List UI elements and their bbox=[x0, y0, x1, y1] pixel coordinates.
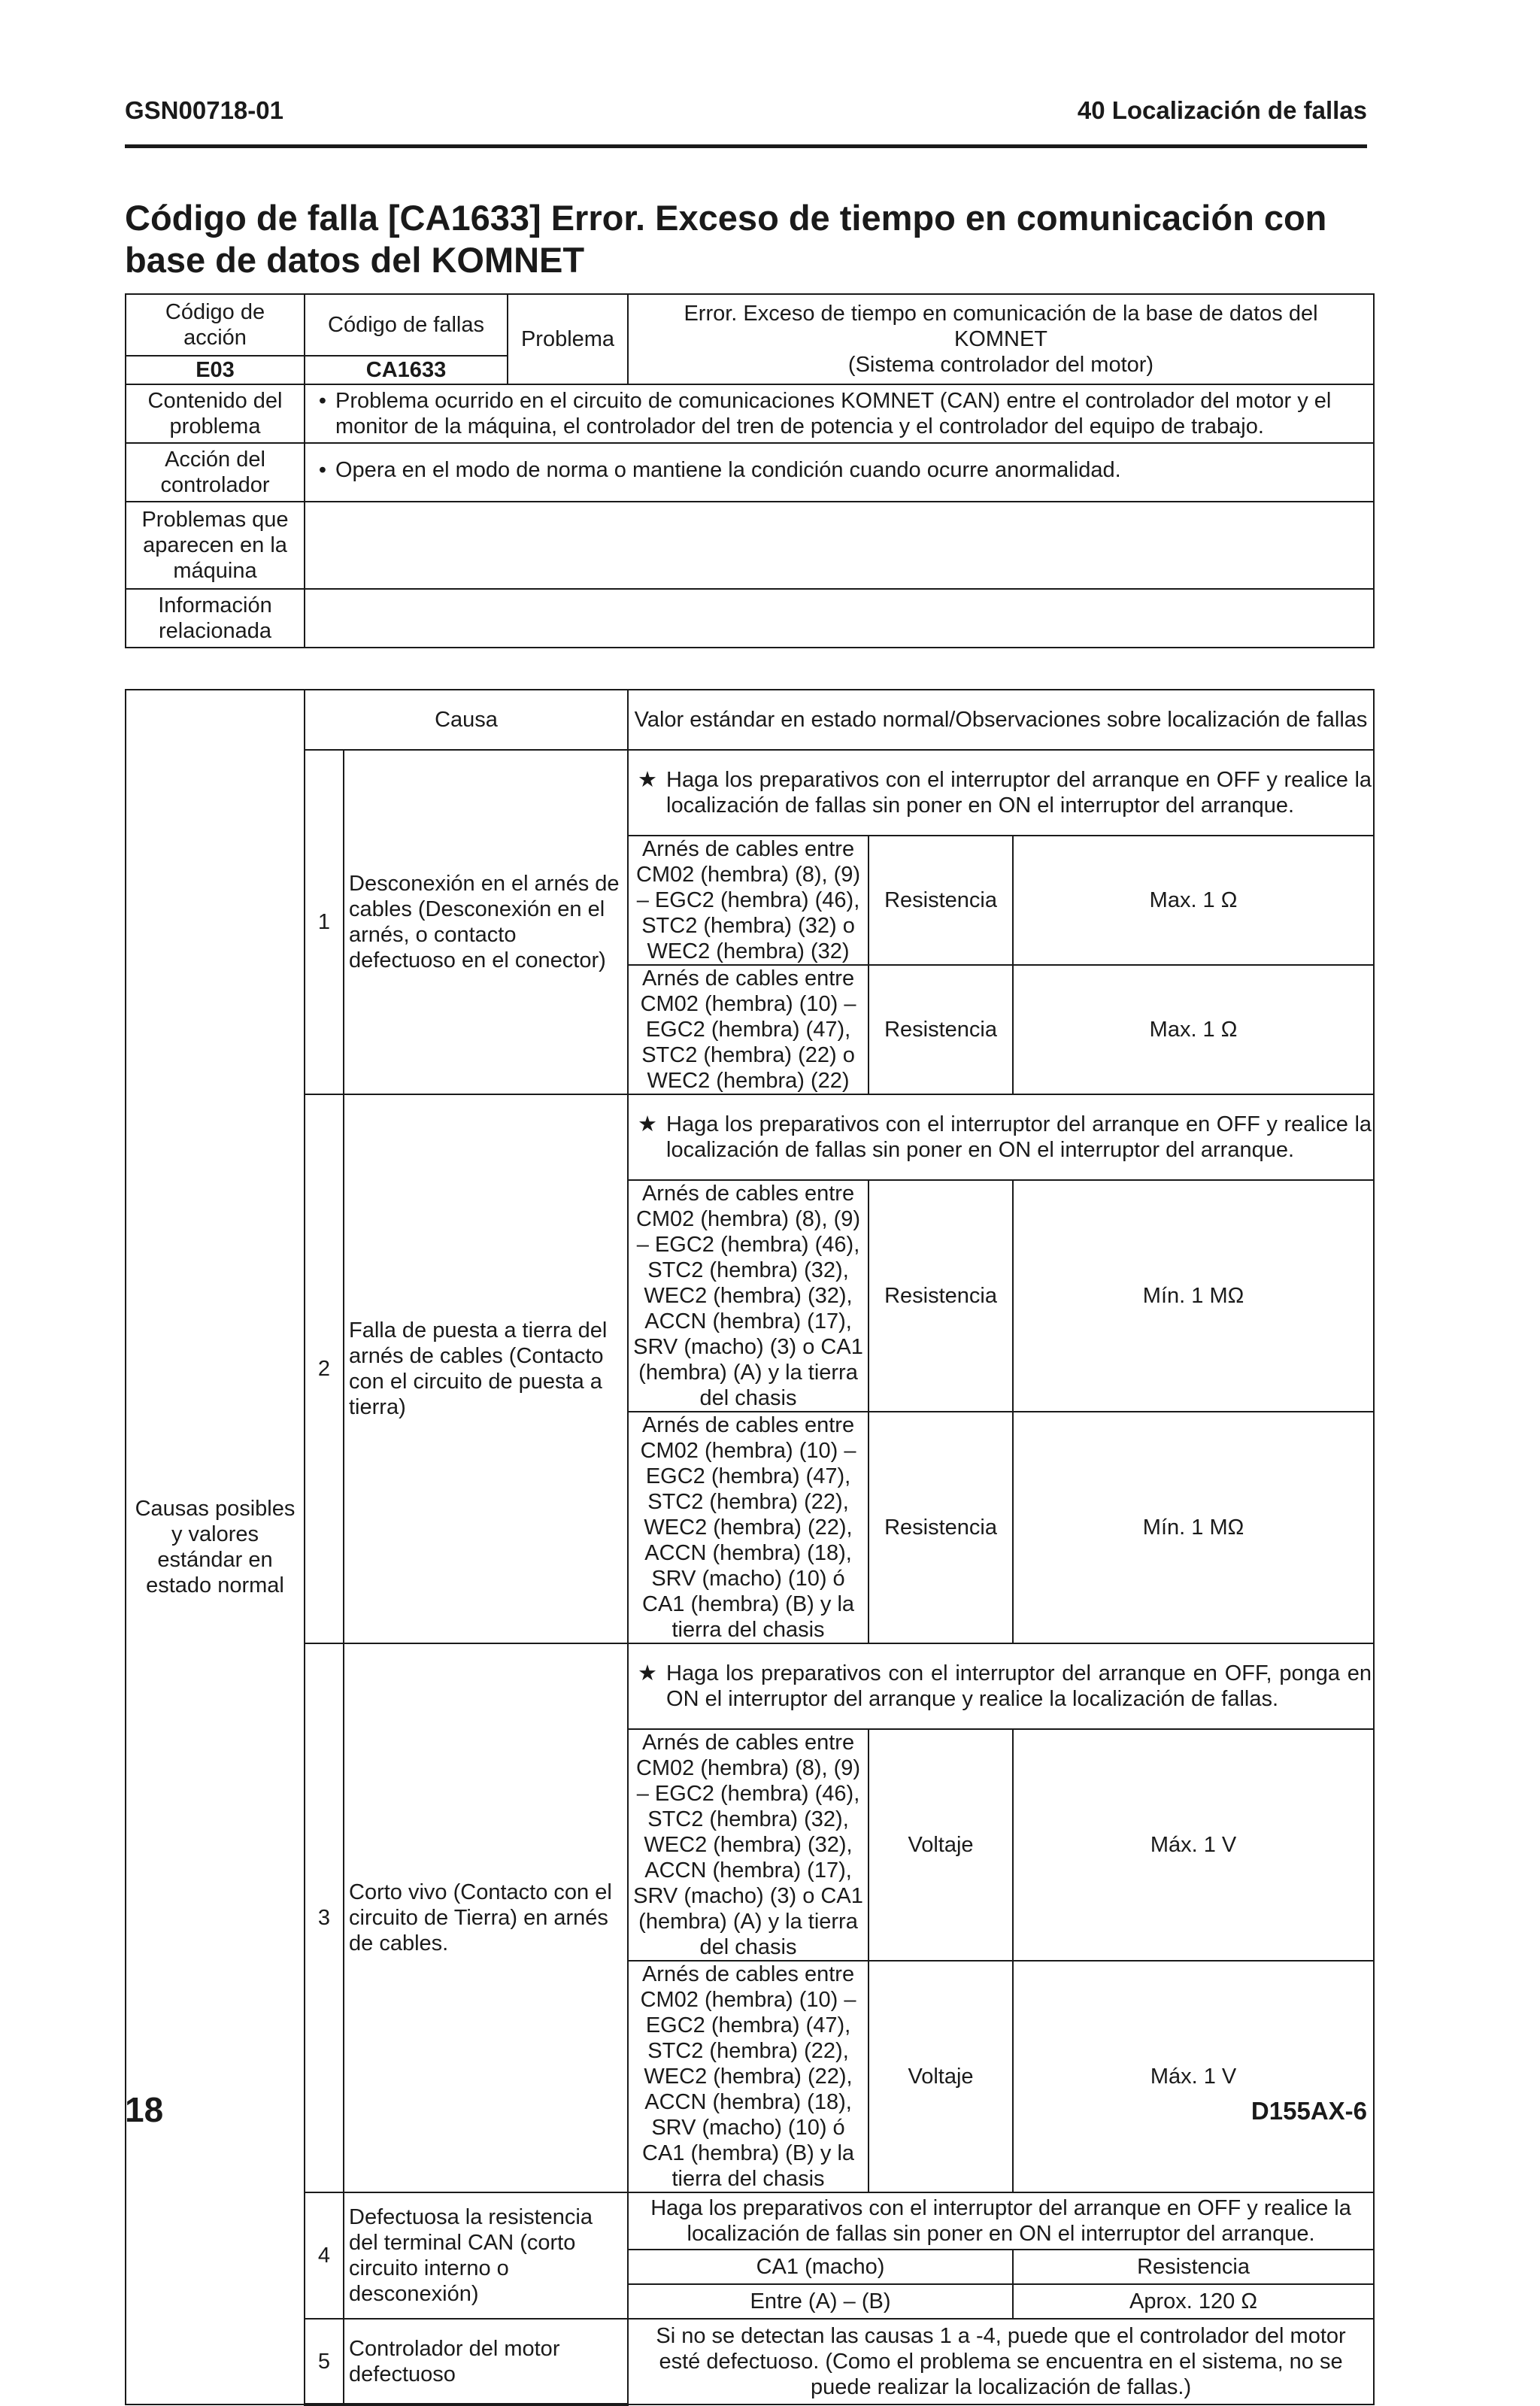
star-icon: ★ bbox=[638, 768, 658, 792]
measure-cell: Voltaje bbox=[869, 1729, 1013, 1961]
circuit-cell: Arnés de cables entre CM02 (hembra) (10) – EGC2 (hembra) (47), STC2 (hembra) (22), WEC2 (hembra) (22), ACCN (hembra) (18), SRV (macho) (10) ó CA1 (hembra) (B) y la tierra del chasis bbox=[628, 1961, 869, 2192]
cause-note: Si no se detectan las causas 1 a -4, puede que el controlador del motor esté defectuoso. (Como el problema se encuentra en el sistema, no se puede realizar la localización de fallas.) bbox=[628, 2319, 1374, 2404]
problem-description bbox=[628, 294, 1374, 384]
related-text bbox=[305, 589, 1374, 648]
problem-line-1: Error. Exceso de tiempo en comunicación de la base de datos del bbox=[684, 302, 1318, 326]
resistance-value: Aprox. 120 Ω bbox=[1013, 2284, 1374, 2319]
circuit-cell: Arnés de cables entre CM02 (hembra) (8), (9) – EGC2 (hembra) (46), STC2 (hembra) (32) o WEC2 (hembra) (32) bbox=[628, 836, 869, 965]
cause-text: Falla de puesta a tierra del arnés de cables (Contacto con el circuito de puesta a tierra) bbox=[344, 1094, 628, 1643]
star-icon: ★ bbox=[638, 1112, 658, 1136]
controller-label: Acción del controlador bbox=[126, 443, 305, 502]
cause-header: Causa bbox=[305, 690, 628, 750]
value-cell: Máx. 1 V bbox=[1013, 1729, 1374, 1961]
cause-text: Controlador del motor defectuoso bbox=[344, 2319, 628, 2404]
causes-side-label: Causas posibles y valores estándar en estado normal bbox=[126, 690, 305, 2404]
measure-cell: Voltaje bbox=[869, 1961, 1013, 2192]
cause-text: Desconexión en el arnés de cables (Desconexión en el arnés, o contacto defectuoso en el conector) bbox=[344, 750, 628, 1094]
note-text: Haga los preparativos con el interruptor del arranque en OFF y realice la localización de fallas sin poner en ON el interruptor del arranque. bbox=[666, 768, 1372, 818]
fault-code-label: Código de fallas bbox=[305, 294, 508, 356]
bullet-icon: • bbox=[318, 458, 327, 482]
resistance-column-header: Resistencia bbox=[1013, 2250, 1374, 2284]
fault-info-table bbox=[125, 293, 1375, 648]
controller-cell bbox=[305, 443, 1374, 502]
cause-note bbox=[628, 750, 1374, 836]
content-cell bbox=[305, 384, 1374, 443]
circuit-cell: Arnés de cables entre CM02 (hembra) (8), (9) – EGC2 (hembra) (46), STC2 (hembra) (32), WEC2 (hembra) (32), ACCN (hembra) (17), SRV (macho) (3) o CA1 (hembra) (A) y la tierra del chasis bbox=[628, 1180, 869, 1412]
fault-code: CA1633 bbox=[305, 356, 508, 384]
ca1-column-header: CA1 (macho) bbox=[628, 2250, 1013, 2284]
problem-line-2: KOMNET bbox=[953, 327, 1048, 351]
cause-note bbox=[628, 1643, 1374, 1729]
content-text: Problema ocurrido en el circuito de comunicaciones KOMNET (CAN) entre el controlador del motor y el monitor de la máquina, el controlador del tren de potencia y el controlador del equipo de trabajo. bbox=[335, 389, 1332, 438]
content-label: Contenido del problema bbox=[126, 384, 305, 443]
circuit-cell: Arnés de cables entre CM02 (hembra) (10) – EGC2 (hembra) (47), STC2 (hembra) (22) o WEC2 (hembra) (22) bbox=[628, 965, 869, 1094]
value-cell: Mín. 1 MΩ bbox=[1013, 1412, 1374, 1643]
section-title: 40 Localización de fallas bbox=[1077, 96, 1367, 124]
measure-cell: Resistencia bbox=[869, 1412, 1013, 1643]
header-rule bbox=[125, 144, 1367, 148]
page-title: Código de falla [CA1633] Error. Exceso de tiempo en comunicación con base de datos del KOMNET bbox=[125, 198, 1327, 280]
cause-number: 2 bbox=[305, 1094, 344, 1643]
terminal-pair: Entre (A) – (B) bbox=[628, 2284, 1013, 2319]
doc-code: GSN00718-01 bbox=[125, 96, 283, 124]
related-label: Información relacionada bbox=[126, 589, 305, 648]
causes-table bbox=[125, 689, 1375, 2406]
circuit-cell: Arnés de cables entre CM02 (hembra) (8), (9) – EGC2 (hembra) (46), STC2 (hembra) (32), WEC2 (hembra) (32), ACCN (hembra) (17), SRV (macho) (3) o CA1 (hembra) (A) y la tierra del chasis bbox=[628, 1729, 869, 1961]
cause-note: Haga los preparativos con el interruptor del arranque en OFF y realice la localización de fallas sin poner en ON el interruptor del arranque. bbox=[628, 2192, 1374, 2250]
controller-text: Opera en el modo de norma o mantiene la condición cuando ocurre anormalidad. bbox=[335, 458, 1121, 482]
page-number: 18 bbox=[125, 2090, 164, 2129]
note-text: Haga los preparativos con el interruptor del arranque en OFF y realice la localización de fallas sin poner en ON el interruptor del arranque. bbox=[666, 1112, 1372, 1162]
machine-label: Problemas que aparecen en la máquina bbox=[126, 502, 305, 589]
machine-text bbox=[305, 502, 1374, 589]
value-cell: Mín. 1 MΩ bbox=[1013, 1180, 1374, 1412]
value-cell: Máx. 1 V bbox=[1013, 1961, 1374, 2192]
problem-label: Problema bbox=[508, 294, 628, 384]
cause-note bbox=[628, 1094, 1374, 1180]
measure-cell: Resistencia bbox=[869, 836, 1013, 965]
model-code: D155AX-6 bbox=[1250, 2097, 1367, 2125]
value-cell: Max. 1 Ω bbox=[1013, 836, 1374, 965]
bullet-icon: • bbox=[318, 389, 327, 413]
cause-number: 1 bbox=[305, 750, 344, 1094]
cause-text: Corto vivo (Contacto con el circuito de Tierra) en arnés de cables. bbox=[344, 1643, 628, 2192]
problem-line-3: (Sistema controlador del motor) bbox=[847, 353, 1154, 377]
action-code-label: Código de acción bbox=[126, 294, 305, 356]
cause-number: 5 bbox=[305, 2319, 344, 2404]
note-text: Haga los preparativos con el interruptor del arranque en OFF, ponga en ON el interruptor del arranque y realice la localización de fallas. bbox=[666, 1661, 1372, 1711]
star-icon: ★ bbox=[638, 1661, 658, 1685]
circuit-cell: Arnés de cables entre CM02 (hembra) (10) – EGC2 (hembra) (47), STC2 (hembra) (22), WEC2 (hembra) (22), ACCN (hembra) (18), SRV (macho) (10) ó CA1 (hembra) (B) y la tierra del chasis bbox=[628, 1412, 869, 1643]
cause-number: 3 bbox=[305, 1643, 344, 2192]
value-cell: Max. 1 Ω bbox=[1013, 965, 1374, 1094]
cause-number: 4 bbox=[305, 2192, 344, 2319]
action-code: E03 bbox=[126, 356, 305, 384]
measure-cell: Resistencia bbox=[869, 965, 1013, 1094]
cause-text: Defectuosa la resistencia del terminal CAN (corto circuito interno o desconexión) bbox=[344, 2192, 628, 2319]
measure-cell: Resistencia bbox=[869, 1180, 1013, 1412]
value-header: Valor estándar en estado normal/Observaciones sobre localización de fallas bbox=[628, 690, 1374, 750]
